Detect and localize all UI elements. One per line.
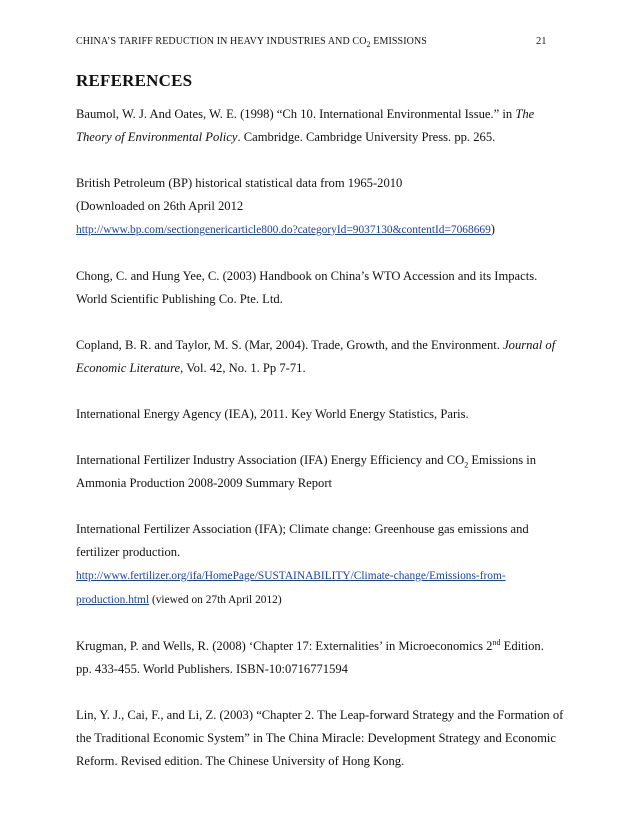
running-title: CHINA’S TARIFF REDUCTION IN HEAVY INDUSTRIES AND CO	[76, 36, 367, 47]
running-header	[76, 36, 546, 47]
ref-line: Chong, C. and Hung Yee, C. (2003) Handbook on China’s WTO Accession and its Impacts.	[76, 269, 538, 283]
reference-ifa-climate	[76, 518, 564, 612]
ref-line: International Fertilizer Association (IFA); Climate change: Greenhouse gas emissions and	[76, 522, 529, 536]
ref-line	[76, 635, 564, 658]
ref-text: , Vol. 42, No. 1. Pp 7-71.	[180, 361, 306, 375]
ref-line: International Energy Agency (IEA), 2011. Key World Energy Statistics, Paris.	[76, 407, 469, 421]
ref-line	[76, 334, 564, 357]
ref-line	[76, 103, 564, 126]
references-heading: REFERENCES	[76, 71, 193, 90]
ifa-link[interactable]: http://www.fertilizer.org/ifa/HomePage/SUSTAINABILITY/Climate-change/Emissions-from-	[76, 570, 506, 582]
ref-text: Baumol, W. J. And Oates, W. E. (1998) “Ch 10. International Environmental Issue.” in	[76, 107, 516, 121]
ref-subscript: 2	[464, 460, 469, 470]
bp-link[interactable]: http://www.bp.com/sectiongenericarticle800.do?categoryId=9037130&contentId=7068669	[76, 224, 491, 236]
running-title-subscript: 2	[366, 40, 371, 49]
reference-ifa-energy	[76, 449, 564, 495]
page-number: 21	[536, 36, 547, 47]
reference-copland	[76, 334, 564, 380]
ref-text: )	[490, 222, 495, 236]
ref-line: the Traditional Economic System” in The China Miracle: Development Strategy and Economic	[76, 731, 556, 745]
ref-text: International Fertilizer Industry Association (IFA) Energy Efficiency and CO	[76, 453, 465, 467]
ref-line: fertilizer production.	[76, 545, 181, 559]
ref-line: Ammonia Production 2008-2009 Summary Report	[76, 476, 333, 490]
ref-line	[76, 449, 564, 472]
ref-text: Krugman, P. and Wells, R. (2008) ‘Chapter 17: Externalities’ in Microeconomics 2	[76, 639, 493, 653]
ref-line: Lin, Y. J., Cai, F., and Li, Z. (2003) “Chapter 2. The Leap-forward Strategy and the Formation of	[76, 708, 564, 722]
reference-lin	[76, 704, 564, 773]
ref-text: Edition.	[500, 639, 544, 653]
ref-line: (Downloaded on 26th April 2012	[76, 199, 244, 213]
ifa-link-continued[interactable]: production.html	[76, 594, 150, 606]
ref-text: (viewed on 27th April 2012)	[149, 594, 282, 606]
ref-url-line	[76, 588, 564, 612]
ref-url-line	[76, 218, 564, 242]
reference-bp	[76, 172, 564, 242]
references-list	[76, 103, 564, 773]
ref-italic: Economic Literature	[76, 361, 181, 375]
reference-chong	[76, 265, 564, 311]
ref-line: Reform. Revised edition. The Chinese University of Hong Kong.	[76, 754, 405, 768]
reference-krugman	[76, 635, 564, 681]
ref-text: Copland, B. R. and Taylor, M. S. (Mar, 2004). Trade, Growth, and the Environment.	[76, 338, 504, 352]
ref-line	[76, 126, 564, 149]
ref-text: Emissions in	[468, 453, 537, 467]
reference-iea	[76, 403, 564, 426]
reference-baumol	[76, 103, 564, 149]
ref-italic: Theory of Environmental Policy	[76, 130, 238, 144]
ref-italic: Journal of	[503, 338, 556, 352]
ref-line: pp. 433-455. World Publishers. ISBN-10:0716771594	[76, 662, 348, 676]
running-title-end: EMISSIONS	[370, 36, 427, 47]
ref-text: . Cambridge. Cambridge University Press. pp. 265.	[237, 130, 496, 144]
ref-line: British Petroleum (BP) historical statistical data from 1965-2010	[76, 176, 403, 190]
ref-line: World Scientific Publishing Co. Pte. Ltd.	[76, 292, 283, 306]
ref-italic: The	[515, 107, 535, 121]
ref-line	[76, 357, 564, 380]
ref-url-line	[76, 564, 564, 588]
ref-superscript: nd	[492, 637, 501, 647]
